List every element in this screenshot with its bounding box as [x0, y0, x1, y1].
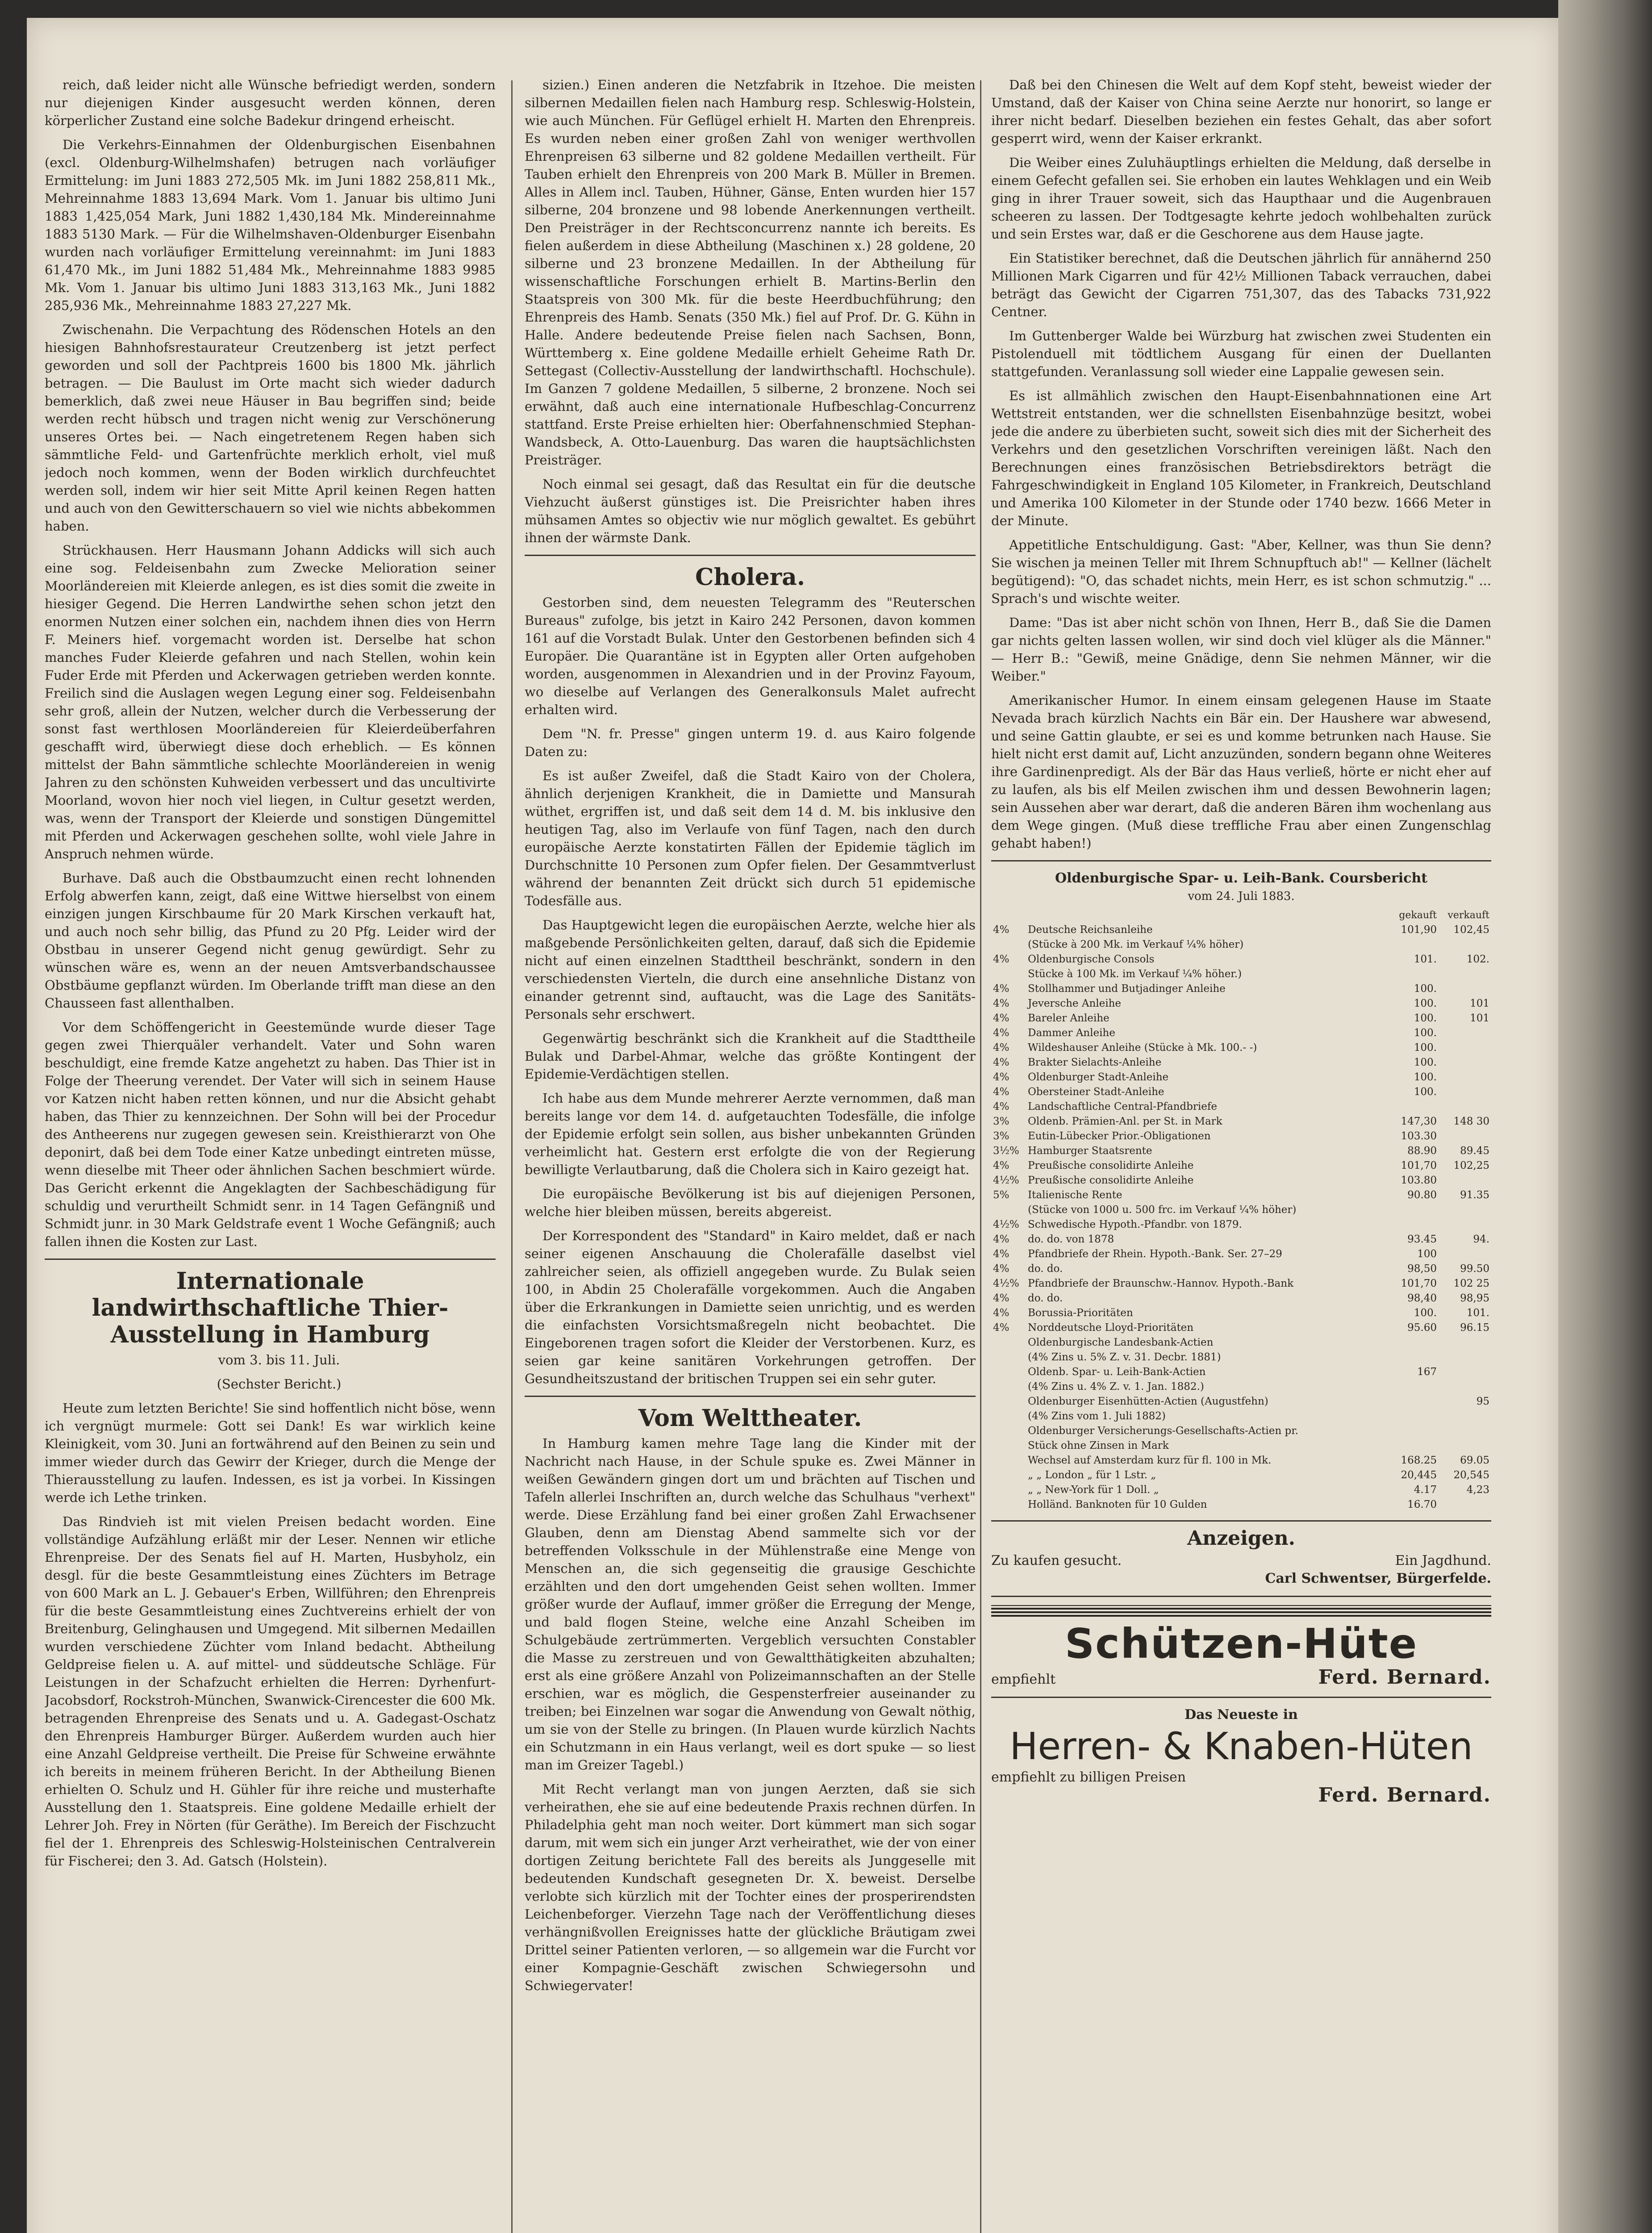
table-row	[991, 1321, 1491, 1335]
ad-firm: Ferd. Bernard.	[1318, 1784, 1491, 1806]
table-row	[991, 1055, 1491, 1070]
security-name: (Stücke von 1000 u. 500 frc. im Verkauf ¼% höher)	[1028, 1204, 1297, 1216]
table-row	[991, 1188, 1491, 1203]
security-name: Eutin-Lübecker Prior.-Obligationen	[1028, 1130, 1211, 1142]
divider	[991, 1520, 1491, 1522]
article-paragraph: Es ist außer Zweifel, daß die Stadt Kairo von der Cholera, ähnlich derjenigen Krankheit, die in Damiette und Mansurah wüthet, ergriffen ist, und daß seit dem 14 d. M. bis inklusive den heutigen Tag, also im Verlaufe von fünf Tagen, nach den durch europäische Aerzte konstatirten Fällen der Epidemie täglich im Durchschnitte 10 Personen zum Opfer fielen. Der Gesammtverlust während der benannten Zeit drückt sich durch 51 epidemische Todesfälle aus.	[525, 768, 976, 908]
security-name: Landschaftliche Central-Pfandbriefe	[1028, 1101, 1217, 1112]
price-buy: 93.45	[1407, 1234, 1437, 1245]
security-name: Stück ohne Zinsen in Mark	[1028, 1440, 1169, 1451]
rate-percent: 4%	[993, 924, 1010, 936]
security-name: Oldenb. Spar- u. Leih-Bank-Actien	[1028, 1366, 1206, 1378]
table-row	[991, 1026, 1491, 1041]
decorative-rule	[991, 1605, 1491, 1617]
price-sell: 96.15	[1460, 1322, 1489, 1334]
security-name: Holländ. Banknoten für 10 Gulden	[1028, 1499, 1207, 1510]
security-name: Pfandbriefe der Braunschw.-Hannov. Hypoth.-Bank	[1028, 1278, 1294, 1289]
price-buy	[1386, 1438, 1439, 1453]
security-name: Oldenburgische Landesbank-Actien	[1028, 1337, 1214, 1348]
header-sell: verkauft	[1448, 910, 1489, 921]
rate-percent: 4%	[993, 1027, 1010, 1039]
price-buy	[1386, 1335, 1439, 1350]
security-name: Oldenburger Eisenhütten-Actien (Augustfehn)	[1028, 1396, 1268, 1407]
table-row	[991, 1394, 1491, 1409]
rate-percent: 3%	[993, 1130, 1010, 1142]
price-buy	[1386, 1394, 1439, 1409]
price-sell	[1439, 1026, 1491, 1041]
price-buy: 16.70	[1407, 1499, 1437, 1510]
price-sell	[1439, 1247, 1491, 1262]
price-sell	[1439, 1100, 1491, 1114]
divider	[45, 1259, 496, 1260]
table-row	[991, 1100, 1491, 1114]
article-paragraph: Die europäische Bevölkerung ist bis auf diejenigen Personen, welche hier bleiben müssen, bereits abgereist.	[525, 1186, 976, 1219]
price-sell: 101	[1470, 998, 1489, 1009]
article-paragraph: Dame: "Das ist aber nicht schön von Ihnen, Herr B., daß Sie die Damen gar nichts gelten lassen wollen, wir sind doch viel klüger als die Männer." — Herr B.: "Gewiß, meine Gnädige, denn Sie nehmen Männer, wir die Weiber."	[991, 615, 1491, 684]
rate-percent: 4%	[993, 1263, 1010, 1275]
price-buy	[1386, 937, 1439, 952]
rate-percent: 4%	[993, 1086, 1010, 1098]
table-row	[991, 1468, 1491, 1483]
ad-wanted-signature: Carl Schwentser, Bürgerfelde.	[1265, 1571, 1491, 1586]
article-paragraph: Die Weiber eines Zuluhäuptlings erhielten die Meldung, daß derselbe in einem Gefecht gefallen sei. Sie erhoben ein lautes Wehklagen und ein Weib ging in ihrer Trauer soweit, sich das Haupthaar und die Augenbrauen scheeren zu lassen. Der Todtgesagte kehrte jedoch wohlbehalten zurück und sein Erstes war, daß er die Geschorene aus dem Hause jagte.	[991, 155, 1491, 242]
security-name: Obersteiner Stadt-Anleihe	[1028, 1086, 1164, 1098]
ad-herren-huete	[991, 1706, 1491, 1804]
price-buy	[1386, 967, 1439, 982]
security-name: (4% Zins u. 5% Z. v. 31. Decbr. 1881)	[1028, 1351, 1221, 1363]
rate-percent	[991, 1335, 1026, 1350]
price-buy: 147,30	[1401, 1116, 1437, 1127]
table-row	[991, 1041, 1491, 1055]
table-row	[991, 1409, 1491, 1424]
security-name: (Stücke à 200 Mk. im Verkauf ¼% höher)	[1028, 939, 1244, 950]
price-buy: 101,90	[1401, 924, 1437, 936]
price-buy: 98,40	[1407, 1292, 1437, 1304]
rate-percent	[991, 1380, 1026, 1394]
rate-percent	[991, 967, 1026, 982]
price-buy: 100.	[1414, 1057, 1437, 1068]
rate-percent: 5%	[993, 1189, 1010, 1201]
security-name: Stücke à 100 Mk. im Verkauf ¼% höher.)	[1028, 968, 1242, 980]
security-name: Italienische Rente	[1028, 1189, 1122, 1201]
price-buy: 100.	[1414, 1086, 1437, 1098]
security-name: Brakter Sielachts-Anleihe	[1028, 1057, 1162, 1068]
price-buy: 101,70	[1401, 1160, 1437, 1171]
rate-percent: 4%	[993, 1012, 1010, 1024]
table-row	[991, 1232, 1491, 1247]
security-name: Oldenburger Versicherungs-Gesellschafts-Actien pr.	[1028, 1425, 1298, 1437]
security-name: Wildeshauser Anleihe (Stücke à Mk. 100.- -)	[1028, 1042, 1257, 1054]
price-sell	[1439, 1055, 1491, 1070]
newspaper-page	[27, 18, 1558, 2233]
price-buy: 88.90	[1407, 1145, 1437, 1157]
rate-percent	[991, 1468, 1026, 1483]
price-buy: 101,70	[1401, 1278, 1437, 1289]
table-row	[991, 996, 1491, 1011]
price-sell	[1439, 1409, 1491, 1424]
article-paragraph: Im Guttenberger Walde bei Würzburg hat zwischen zwei Studenten ein Pistolenduell mit tödtlichem Ausgang für einen der Duellanten stattgefunden. Veranlassung soll wieder eine Lappalie gewesen sein.	[991, 328, 1491, 379]
security-name: „ „ New-York für 1 Doll. „	[1028, 1484, 1159, 1496]
ad-intro: Das Neueste in	[1185, 1707, 1298, 1723]
table-row	[991, 1173, 1491, 1188]
rate-percent	[991, 1409, 1026, 1424]
price-buy: 20,445	[1401, 1469, 1437, 1481]
table-row	[991, 1291, 1491, 1306]
security-name: Oldenburgische Consols	[1028, 953, 1155, 965]
article-paragraph: Mit Recht verlangt man von jungen Aerzten, daß sie sich verheirathen, ehe sie auf eine bedeutende Praxis rechnen dürfen. In Philadelphia geht man noch weiter. Dort kümmert man sich sogar darum, mit wem sich ein junger Arzt verheirathet, wie der von einer dortigen Zeitung berichtete Fall des bereits als Junggeselle mit bedeutenden Kundschaft gesegneten Dr. X. beweist. Derselbe verlobte sich kürzlich mit der Tochter eines der prosperirendsten Leichenbeforger. Vierzehn Tage nach der Veröffentlichung dieses verhängnißvollen Ereignisses hatte der glückliche Bräutigam zwei Drittel seiner Patienten verloren, — so allgemein war die Furcht vor einer Kompagnie-Geschäft zwischen Schwiegersohn und Schwiegervater!	[525, 1781, 976, 1993]
rate-percent	[991, 1203, 1026, 1217]
table-row	[991, 1129, 1491, 1144]
security-name: Borussia-Prioritäten	[1028, 1307, 1133, 1319]
section-title: Cholera.	[695, 564, 805, 591]
rate-percent: 4%	[993, 1101, 1010, 1112]
rate-percent	[991, 1497, 1026, 1512]
article-paragraph: Es ist allmählich zwischen den Haupt-Eisenbahnnationen eine Art Wettstreit entstanden, wer die schnellsten Eisenbahnzüge besitzt, wobei jede die andere zu überbieten sucht, soweit sich dies mit der Sicherheit des Verkehrs und den gesetzlichen Vorschriften vereinigen läßt. Nach den Berechnungen eines französischen Betriebsdirektors beträgt die Fahrgeschwindigkeit in England 105 Kilometer, in Frankreich, Deutschland und Amerika 100 Kilometer in der Stunde oder 1740 bezw. 1666 Meter in der Minute.	[991, 388, 1491, 528]
rate-percent: 4%	[993, 983, 1010, 995]
security-name: „ „ London „ für 1 Lstr. „	[1028, 1469, 1156, 1481]
article-paragraph: Das Rindvieh ist mit vielen Preisen bedacht worden. Eine vollständige Aufzählung erläßt mir der Leser. Nennen wir etliche Ehrenpreise. Der des Senats fiel auf H. Marten, Husbyholz, ein desgl. für die beste Gesammtleistung eines Züchters im Betrage von 600 Mark an L. J. Gebauer's Erben, Willführen; den Ehrenpreis für die beste Gesammtleistung eines Zuchtvereins erhielt der von Breitenburg, Gelinghausen und Umgegend. Mit silbernen Medaillen wurden verschiedene Züchter vom Inland bedacht. Abtheilung Geldpreise fielen u. A. auf mittel- und süddeutsche Schläge. Für Leistungen in der Schafzucht erhielten die Herren: Dyrhenfurt-Jacobsdorf, Rockstroh-München, Swanwick-Cirencester die 600 Mk. betragenden Ehrenpreise des Senats und u. A. Gadegast-Oschatz den Ehrenpreis Hamburger Bürger. Außerdem wurden auch hier eine Anzahl Geldpreise vertheilt. Die Preise für Schweine erwähnte ich bereits in meinem früheren Bericht. In der Abtheilung Bienen erhielten O. Schulz und H. Gühler für ihre reiche und musterhafte Ausstellung den 1. Staatspreis. Eine goldene Medaille erhielt der Lehrer Joh. Frey in Nörten (für Geräthe). Im Bereich der Fischzucht fiel der 1. Ehrenpreis des Schleswig-Holsteinischen Centralverein für Fischerei; den 3. Ad. Gatsch (Holstein).	[45, 1514, 496, 1869]
price-sell	[1439, 1424, 1491, 1438]
rate-percent: 4%	[993, 1322, 1010, 1334]
price-buy: 167	[1417, 1366, 1437, 1378]
table-header	[991, 908, 1491, 923]
rate-percent: 4%	[993, 1307, 1010, 1319]
price-sell: 102 25	[1453, 1278, 1489, 1289]
ad-subline: empfiehlt zu billigen Preisen	[991, 1769, 1186, 1785]
table-row	[991, 1247, 1491, 1262]
article-paragraph: Dem "N. fr. Presse" gingen unterm 19. d. aus Kairo folgende Daten zu:	[525, 726, 976, 759]
price-sell	[1439, 1129, 1491, 1144]
article-paragraph: Gestorben sind, dem neuesten Telegramm des "Reuterschen Bureaus" zufolge, bis jetzt in Kairo 242 Personen, davon kommen 161 auf die Vorstadt Bulak. Unter den Gestorbenen befinden sich 4 Europäer. Die Quarantäne ist in Egypten aller Orten aufgehoben worden, ausgenommen in Alexandrien und in der Provinz Fayoum, wo dieselbe auf Verlangen des Generalkonsuls Malet aufrecht erhalten wird.	[525, 595, 976, 717]
price-buy	[1386, 1409, 1439, 1424]
rate-percent	[991, 1424, 1026, 1438]
divider	[991, 860, 1491, 861]
price-sell	[1439, 982, 1491, 996]
security-name: Preußische consolidirte Anleihe	[1028, 1175, 1194, 1186]
price-buy	[1386, 1217, 1439, 1232]
price-buy: 100.	[1414, 1307, 1437, 1319]
price-sell: 98,95	[1460, 1292, 1489, 1304]
price-sell	[1439, 1335, 1491, 1350]
price-sell: 95	[1476, 1396, 1489, 1407]
section-dates: vom 3. bis 11. Juli.	[218, 1352, 340, 1367]
price-sell: 101.	[1466, 1307, 1489, 1319]
ad-firm: Ferd. Bernard.	[1318, 1666, 1491, 1689]
article-paragraph: Amerikanischer Humor. In einem einsam gelegenen Hause im Staate Nevada brach kürzlich Nachts ein Bär ein. Der Haushere war abwesend, und seine Gattin glaubte, er sei es und komme betrunken nach Hause. Sie hielt nicht erst damit auf, Licht anzuzünden, sondern begann ohne Weiteres ihre Gardinenpredigt. Als der Bär das Haus verließ, hörte er nicht eher auf zu laufen, als bis elf Meilen zwischen ihm und dessen Bewohnerin lagen; sein Aussehen aber war derart, daß die anderen Bären ihm wochenlang aus dem Wege gingen. (Muß diese treffliche Frau aber einen Zungenschlag gehabt haben!)	[991, 693, 1491, 851]
article-paragraph: Der Korrespondent des "Standard" in Kairo meldet, daß er nach seiner eigenen Anschauung die Cholerafälle daselbst viel zahlreicher seien, als offiziell angegeben wurde. Zu Bulak seien 100, in Abdin 25 Cholerafälle vorgekommen. Auch die Angaben über die Erkrankungen in Damiette seien unrichtig, und es werden die einfachsten Vorsichtsmaßregeln nicht beobachtet. Die Eingeborenen tragen sofort die Kleider der Verstorbenen. Kurz, es seien gar keine sanitären Vorkehrungen getroffen. Der Gesundheitszustand der britischen Truppen sei ein sehr guter.	[525, 1228, 976, 1386]
table-row	[991, 1262, 1491, 1276]
table-row	[991, 1497, 1491, 1512]
table-row	[991, 923, 1491, 937]
table-row	[991, 1306, 1491, 1321]
table-row	[991, 1380, 1491, 1394]
price-sell: 99.50	[1460, 1263, 1489, 1275]
rate-percent: 4%	[993, 1234, 1010, 1245]
table-row	[991, 1011, 1491, 1026]
table-row	[991, 982, 1491, 996]
price-buy	[1386, 1100, 1439, 1114]
price-buy: 101.	[1414, 953, 1437, 965]
rate-percent: 4½%	[993, 1175, 1019, 1186]
rate-percent: 4%	[993, 1292, 1010, 1304]
table-row	[991, 1217, 1491, 1232]
security-name: Schwedische Hypoth.-Pfandbr. von 1879.	[1028, 1219, 1242, 1230]
price-buy	[1386, 1350, 1439, 1365]
article-paragraph: Zwischenahn. Die Verpachtung des Rödenschen Hotels an den hiesigen Bahnhofsrestaurateur Creutzenberg ist jetzt perfect geworden und soll der Pachtpreis 1600 bis 1800 Mk. jährlich betragen. — Die Baulust im Orte macht sich wieder dadurch bemerklich, daß zwei neue Häuser in Bau begriffen sind; beide werden recht hübsch und tragen nicht wenig zur Verschönerung unseres Ortes bei. — Nach eingetretenem Regen haben sich sämmtliche Feld- und Gartenfrüchte merklich erholt, viel muß jedoch noch kommen, wenn der Boden wirklich durchfeuchtet werden soll, indem wir hier seit Mitte April keinen Regen hatten und auch von den Gewitterschauern so viel wie nichts abbekommen haben.	[45, 322, 496, 534]
security-name: Preußische consolidirte Anleihe	[1028, 1160, 1194, 1171]
ad-wanted-label: Zu kaufen gesucht.	[991, 1553, 1122, 1568]
price-buy: 100.	[1414, 1071, 1437, 1083]
table-row	[991, 952, 1491, 967]
price-buy	[1386, 1380, 1439, 1394]
rate-percent	[991, 1394, 1026, 1409]
price-sell: 89.45	[1460, 1145, 1489, 1157]
security-name: Jeversche Anleihe	[1028, 998, 1122, 1009]
article-paragraph: Gegenwärtig beschränkt sich die Krankheit auf die Stadttheile Bulak und Darbel-Ahmar, welche das größte Kontingent der Epidemie-Verdächtigen stellen.	[525, 1031, 976, 1082]
security-name: Oldenb. Prämien-Anl. per St. in Mark	[1028, 1116, 1222, 1127]
section-title: Internationale landwirthschaftliche Thier-Ausstellung in Hamburg	[92, 1267, 449, 1348]
security-name: Hamburger Staatsrente	[1028, 1145, 1152, 1157]
price-sell	[1439, 1438, 1491, 1453]
rates-date: vom 24. Juli 1883.	[1188, 890, 1295, 903]
ad-headline: Herren- & Knaben-Hüten	[1010, 1724, 1473, 1768]
price-sell: 69.05	[1460, 1455, 1489, 1466]
price-sell: 101	[1470, 1012, 1489, 1024]
rate-percent	[991, 1483, 1026, 1497]
price-sell	[1439, 1085, 1491, 1100]
table-row	[991, 1144, 1491, 1158]
rate-percent	[991, 1453, 1026, 1468]
column-rule	[511, 80, 513, 2233]
rate-percent: 4%	[993, 998, 1010, 1009]
price-sell: 102,45	[1453, 924, 1489, 936]
price-sell: 91.35	[1460, 1189, 1489, 1201]
price-buy: 168.25	[1401, 1455, 1437, 1466]
section-subtitle: (Sechster Bericht.)	[217, 1376, 342, 1392]
book-edge	[1558, 0, 1652, 2233]
divider	[991, 1697, 1491, 1698]
security-name: Wechsel auf Amsterdam kurz für fl. 100 in Mk.	[1028, 1455, 1272, 1466]
ad-footer	[991, 1668, 1491, 1689]
rate-percent: 4%	[993, 1042, 1010, 1054]
article-paragraph: reich, daß leider nicht alle Wünsche befriedigt werden, sondern nur diejenigen Kinder ausgesucht werden können, deren körperlicher Zustand eine solche Badekur dringend erheischt.	[45, 77, 496, 128]
price-sell	[1439, 937, 1491, 952]
ad-wanted	[991, 1552, 1491, 1570]
price-sell: 102.	[1466, 953, 1489, 965]
table-row	[991, 967, 1491, 982]
price-buy: 103.30	[1401, 1130, 1437, 1142]
price-sell	[1439, 967, 1491, 982]
price-buy: 4.17	[1414, 1484, 1437, 1496]
security-name: Pfandbriefe der Rhein. Hypoth.-Bank. Ser. 27–29	[1028, 1248, 1282, 1260]
price-buy: 100.	[1414, 1012, 1437, 1024]
price-buy	[1386, 1424, 1439, 1438]
header-buy: gekauft	[1399, 910, 1437, 921]
ad-headline: Schützen-Hüte	[1064, 1620, 1418, 1668]
price-sell	[1439, 1173, 1491, 1188]
exchange-rates-table	[991, 908, 1491, 1512]
rate-percent: 4%	[993, 1248, 1010, 1260]
divider	[525, 555, 976, 556]
security-name: Norddeutsche Lloyd-Prioritäten	[1028, 1322, 1194, 1334]
rate-percent: 4%	[993, 1071, 1010, 1083]
article-paragraph: Daß bei den Chinesen die Welt auf dem Kopf steht, beweist wieder der Umstand, daß der Kaiser von China seine Aerzte nur honorirt, so lange er ihrer nicht bedarf. Dieselben beziehen ein festes Gehalt, das aber sofort gesperrt wird, wenn der Kaiser erkrankt.	[991, 77, 1491, 146]
price-sell: 94.	[1473, 1234, 1489, 1245]
rate-percent: 4½%	[993, 1278, 1019, 1289]
price-sell	[1439, 1217, 1491, 1232]
security-name: Dammer Anleihe	[1028, 1027, 1115, 1039]
rate-percent	[991, 1365, 1026, 1380]
table-row	[991, 1203, 1491, 1217]
rate-percent	[991, 937, 1026, 952]
article-paragraph: Heute zum letzten Berichte! Sie sind hoffentlich nicht böse, wenn ich vergnügt murmele: Gott sei Dank! Es war wirklich keine Kleinigkeit, vom 30. Juni an fortwährend auf den Beinen zu sein und immer wieder durch das Gewirr der Krieger, durch die Menge der Thierausstellung zu laufen. Indessen, es ist ja vorbei. In Kissingen werde ich Lethe trinken.	[45, 1401, 496, 1505]
table-row	[991, 1438, 1491, 1453]
rate-percent: 4%	[993, 1160, 1010, 1171]
price-sell	[1439, 1380, 1491, 1394]
article-paragraph: Strückhausen. Herr Hausmann Johann Addicks will sich auch eine sog. Feldeisenbahn zum Zwecke Melioration seiner Moorländereien mit Kleierde anlegen, es ist dies somit die zweite in hiesiger Gegend. Die Herren Landwirthe sehen schon jetzt den enormen Nutzen einer solchen ein, nachdem ihnen dies von Herrn F. Meiners hief. vorgemacht worden ist. Derselbe hat schon manches Fuder Kleierde gefahren und nach Stellen, wohin kein Fuder Erde mit Pferden und Ackerwagen getrieben werden konnte. Freilich sind die Auslagen wegen Legung einer sog. Feldeisenbahn sehr groß, allein der Nutzen, welcher durch die Verbesserung der sonst fast werthlosen Moorländereien für Kleierdeüberfahren geschafft wird, überwiegt diese doch erheblich. — Es können mittelst der Bahn sämmtliche schlechte Moorländereien in wenig Jahren zu den schönsten Kuhweiden verbessert und das uncultivirte Moorland, wovon hier noch viel liegen, in Cultur gesetzt werden, was, wenn der Transport der Kleierde und sonstigen Düngemittel mit Pferden und Ackerwagen geschehen sollte, wohl viele Jahre in Anspruch nehmen würde.	[45, 543, 496, 861]
column-3	[991, 76, 1491, 2233]
ad-schuetzen-huete	[991, 1605, 1491, 1689]
section-title: Vom Welttheater.	[638, 1405, 862, 1432]
security-name: Deutsche Reichsanleihe	[1028, 924, 1153, 936]
divider	[991, 1596, 1491, 1597]
security-name: do. do.	[1028, 1292, 1063, 1304]
price-sell: 102,25	[1453, 1160, 1489, 1171]
security-name: (4% Zins u. 4% Z. v. 1. Jan. 1882.)	[1028, 1381, 1204, 1392]
price-buy	[1386, 1203, 1439, 1217]
table-row	[991, 1453, 1491, 1468]
article-paragraph: Appetitliche Entschuldigung. Gast: "Aber, Kellner, was thun Sie denn? Sie wischen ja meinen Teller mit Ihrem Schnupftuch ab!" — Kellner (lächelt begütigend): "O, das schadet nichts, mein Herr, es ist schon schmutzig." ... Sprach's und wischte weiter.	[991, 537, 1491, 606]
article-paragraph: Noch einmal sei gesagt, daß das Resultat ein für die deutsche Viehzucht äußerst günstiges ist. Die Preisrichter haben ihres mühsamen Amtes so objectiv wie nur möglich gewaltet. Es gebührt ihnen der wärmste Dank.	[525, 477, 976, 545]
rate-percent: 4½%	[993, 1219, 1019, 1230]
security-name: (4% Zins vom 1. Juli 1882)	[1028, 1410, 1166, 1422]
price-buy: 103.80	[1401, 1175, 1437, 1186]
security-name: do. do. von 1878	[1028, 1234, 1114, 1245]
rate-percent: 4%	[993, 953, 1010, 965]
security-name: do. do.	[1028, 1263, 1063, 1275]
table-row	[991, 1276, 1491, 1291]
rate-percent: 3½%	[993, 1145, 1019, 1157]
rate-percent: 4%	[993, 1057, 1010, 1068]
rate-percent: 3%	[993, 1116, 1010, 1127]
security-name: Oldenburger Stadt-Anleihe	[1028, 1071, 1169, 1083]
price-sell: 4,23	[1466, 1484, 1489, 1496]
table-row	[991, 1424, 1491, 1438]
price-buy: 100.	[1414, 998, 1437, 1009]
column-rule	[980, 80, 981, 2233]
column-2	[525, 76, 976, 2233]
price-sell	[1439, 1350, 1491, 1365]
divider	[525, 1396, 976, 1397]
table-row	[991, 1483, 1491, 1497]
price-sell	[1439, 1070, 1491, 1085]
security-name: Stollhammer und Butjadinger Anleihe	[1028, 983, 1226, 995]
price-buy: 100	[1417, 1248, 1437, 1260]
price-sell	[1439, 1203, 1491, 1217]
price-sell: 20,545	[1453, 1469, 1489, 1481]
table-row	[991, 1085, 1491, 1100]
article-paragraph: Ein Statistiker berechnet, daß die Deutschen jährlich für annähernd 250 Millionen Mark Cigarren und für 42½ Millionen Taback verrauchen, dabei beträgt das Gewicht der Cigarren 751,307, das des Tabacks 731,922 Centner.	[991, 251, 1491, 319]
article-paragraph: sizien.) Einen anderen die Netzfabrik in Itzehoe. Die meisten silbernen Medaillen fielen nach Hamburg resp. Schleswig-Holstein, wie auch München. Für Geflügel erhielt H. Marten den Ehrenpreis. Es wurden neben einer großen Zahl von weniger werthvollen Ehrenpreisen 63 silberne und 82 goldene Medaillen vertheilt. Für Tauben erhielt den Ehrenpreis von 200 Mark B. Müller in Bremen. Alles in Allem incl. Tauben, Hühner, Gänse, Enten wurden hier 157 silberne, 204 bronzene und 98 lobende Anerkennungen vertheilt. Den Preisträger in der Rechtsconcurrenz nannte ich bereits. Es fielen außerdem in diese Abtheilung (Maschinen x.) 28 goldene, 20 silberne und 23 bronzene Medaillen. In der Abtheilung für wissenschaftliche Forschungen erhielt B. Martins-Berlin den Staatspreis von 300 Mk. für die beste Heerdbuchführung; den Ehrenpreis des Hamb. Senats (350 Mk.) fiel auf Prof. Dr. G. Kühn in Halle. Andere bedeutende Preise fielen nach Sachsen, Bonn, Württemberg x. Eine goldene Medaille erhielt Geheime Rath Dr. Settegast (Collectiv-Ausstellung der landwirthschaftl. Hochschule). Im Ganzen 7 goldene Medaillen, 5 silberne, 2 bronzene. Noch sei erwähnt, daß auch eine internationale Hufbeschlag-Concurrenz stattfand. Erste Preise erhielten hier: Oberfahnenschmied Stephan-Wandsbeck, A. Otto-Lauenburg. Das waren die hauptsächlichsten Preisträger.	[525, 77, 976, 468]
price-sell	[1439, 1365, 1491, 1380]
table-row	[991, 1335, 1491, 1350]
table-row	[991, 1158, 1491, 1173]
article-paragraph: Die Verkehrs-Einnahmen der Oldenburgischen Eisenbahnen (excl. Oldenburg-Wilhelmshafen) betrugen nach vorläufiger Ermittelung: im Juni 1883 272,505 Mk. im Juni 1882 258,811 Mk., Mehreinnahme 1883 13,694 Mark. Vom 1. Januar bis ultimo Juni 1883 1,425,054 Mark, Juni 1882 1,430,184 Mk. Mindereinnahme 1883 5130 Mark. — Für die Wilhelmshaven-Oldenburger Eisenbahn wurden nach vorläufiger Ermittelung vereinnahmt: im Juni 1883 61,470 Mk., im Juni 1882 51,484 Mk., Mehreinnahme 1883 9985 Mk. Vom 1. Januar bis ultimo Juni 1883 313,163 Mk., Juni 1882 285,936 Mk., Mehreinnahme 1883 27,227 Mk.	[45, 137, 496, 313]
price-buy: 100.	[1414, 1042, 1437, 1054]
ads-title: Anzeigen.	[1187, 1527, 1295, 1550]
price-sell	[1439, 1041, 1491, 1055]
price-buy: 90.80	[1407, 1189, 1437, 1201]
article-paragraph: Das Hauptgewicht legen die europäischen Aerzte, welche hier als maßgebende Persönlichkeiten gelten, darauf, daß sich die Epidemie nicht auf einen einzelnen Stadttheil beschränkt, sondern in den verschiedensten Vierteln, die durch eine ansehnliche Distanz von einander getrennt sind, auftaucht, was die Lage des Sanitäts-Personals sehr erschwert.	[525, 917, 976, 1022]
table-row	[991, 1070, 1491, 1085]
article-paragraph: Vor dem Schöffengericht in Geestemünde wurde dieser Tage gegen zwei Thierquäler verhandelt. Vater und Sohn waren beschuldigt, eine fremde Katze angehetzt zu haben. Das Thier ist in Folge der Theerung verendet. Der Vater will sich in seinem Hause vor Katzen nicht haben retten können, und nur die Absicht gehabt haben, das Thier zu kennzeichnen. Der Sohn will bei der Procedur des Antheerens nur zugegen gewesen sein. Kreisthierarzt von Ohe deponirt, daß bei dem Tode einer Katze unbedingt eintreten müsse, wenn dieselbe mit Theer oder ähnlichen Sachen beschmiert würde. Das Gericht erkennt die Angeklagten der Sachbeschädigung für schuldig und verurtheilt Schmidt senr. in 14 Tagen Gefängniß und Schmidt junr. in 30 Mark Geldstrafe event 1 Woche Gefängniß; auch fallen ihnen die Kosten zur Last.	[45, 1020, 496, 1249]
rate-percent	[991, 1350, 1026, 1365]
column-1	[45, 76, 496, 2233]
table-row	[991, 1114, 1491, 1129]
ad-empfiehlt: empfiehlt	[991, 1672, 1056, 1687]
rate-percent	[991, 1438, 1026, 1453]
table-row	[991, 1365, 1491, 1380]
table-row	[991, 1350, 1491, 1365]
rates-title: Oldenburgische Spar- u. Leih-Bank. Coursbericht	[1055, 870, 1428, 886]
price-buy: 100.	[1414, 983, 1437, 995]
price-buy: 98,50	[1407, 1263, 1437, 1275]
price-buy: 100.	[1414, 1027, 1437, 1039]
price-sell: 148 30	[1453, 1116, 1489, 1127]
price-sell	[1439, 1497, 1491, 1512]
article-paragraph: Ich habe aus dem Munde mehrerer Aerzte vernommen, daß man bereits lange vor dem 14. d. aufgetauchten Todesfälle, die infolge der Epidemie erfolgt sein sollen, aus bisher unbekannten Gründen verheimlicht hat. Gestern erst erfolgte die von der Regierung bewilligte Verlautbarung, daß die Cholera sich in Kairo gezeigt hat.	[525, 1091, 976, 1177]
ad-wanted-item: Ein Jagdhund.	[1395, 1553, 1491, 1568]
price-buy: 95.60	[1407, 1322, 1437, 1334]
article-paragraph: In Hamburg kamen mehre Tage lang die Kinder mit der Nachricht nach Hause, in der Schule spuke es. Zwei Männer in weißen Gewändern gingen dort um und brächten auf Tischen und Tafeln allerlei Inschriften an, durch welche das Schulhaus "verhext" werde. Diese Erzählung fand bei einer großen Zahl Erwachsener Glauben, denn am Dienstag Abend sammelte sich vor der betreffenden Volksschule in der Mühlenstraße eine Menge von Menschen an, die sich gegenseitig die grausige Geschichte erzählten und den dort umgehenden Geist sehen wollten. Immer größer wurde der Auflauf, immer größer die Erregung der Menge, und bald flogen Steine, welche eine Anzahl Scheiben im Schulgebäude zertrümmerten. Vergeblich versuchten Constabler die Masse zu zerstreuen und von Gewaltthätigkeiten abzuhalten; erst als eine größere Anzahl von Polizeimannschaften an der Stelle erschien, war es möglich, die Gespensterfreier auseinander zu treiben; bei Einzelnen war sogar die Anwendung von Gewalt nöthig, um sie von der Stelle zu bringen. (In Plauen wurde kürzlich Nachts ein Schutzmann in ein Haus verlangt, weil es dort spuke — so liest man im Greizer Tagebl.)	[525, 1436, 976, 1773]
security-name: Bareler Anleihe	[1028, 1012, 1110, 1024]
article-paragraph: Burhave. Daß auch die Obstbaumzucht einen recht lohnenden Erfolg abwerfen kann, zeigt, daß eine Wittwe hierselbst von einem einzigen jungen Kirschbaume für 20 Mark Kirschen verkauft hat, und auch noch sehr billig, das Pfund zu 20 Pfg. Leider wird der Obstbau in unserer Gegend nicht genug gewürdigt. Sehr zu wünschen wäre es, wenn an der neuen Amtsverbandschaussee Obstbäume gepflanzt würden. Im Oberlande trifft man diese an den Chausseen fast allenthalben.	[45, 870, 496, 1011]
table-row	[991, 937, 1491, 952]
